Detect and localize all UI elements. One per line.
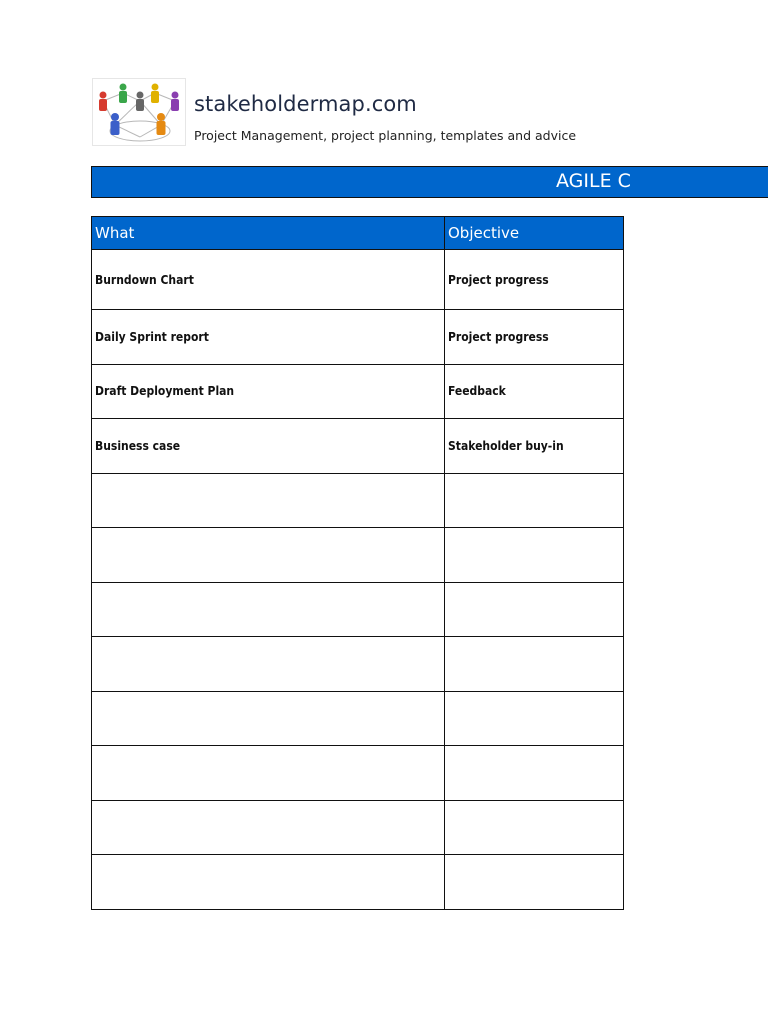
column-header-what: What (92, 217, 445, 250)
table-row (92, 800, 624, 855)
cell-what[interactable]: Business case (92, 419, 445, 474)
brand-text (194, 78, 576, 143)
cell-objective[interactable]: Project progress (445, 310, 624, 365)
cell-what[interactable] (92, 528, 445, 583)
table-row (92, 528, 624, 583)
cell-objective[interactable] (445, 582, 624, 637)
table-row (92, 364, 624, 419)
table-row (92, 250, 624, 310)
communication-table (91, 216, 624, 910)
site-tagline: Project Management, project planning, templates and advice (194, 128, 577, 143)
table-header-row (92, 217, 624, 250)
cell-what[interactable] (92, 582, 445, 637)
cell-what[interactable] (92, 691, 445, 746)
cell-objective[interactable] (445, 691, 624, 746)
cell-objective[interactable] (445, 746, 624, 801)
cell-objective[interactable]: Feedback (445, 364, 624, 419)
table-row (92, 310, 624, 365)
title-banner (91, 166, 768, 198)
brand-header (92, 78, 576, 146)
banner-title: AGILE C (556, 170, 631, 192)
cell-objective[interactable] (445, 855, 624, 910)
cell-what[interactable] (92, 800, 445, 855)
stakeholder-network-icon (92, 78, 186, 146)
cell-objective[interactable] (445, 800, 624, 855)
table-row (92, 691, 624, 746)
table-row (92, 855, 624, 910)
table-row (92, 473, 624, 528)
table-row (92, 637, 624, 692)
table-row (92, 419, 624, 474)
cell-objective[interactable] (445, 528, 624, 583)
cell-what[interactable]: Burndown Chart (92, 250, 445, 310)
cell-what[interactable] (92, 746, 445, 801)
cell-objective[interactable]: Stakeholder buy-in (445, 419, 624, 474)
cell-what[interactable] (92, 855, 445, 910)
cell-what[interactable] (92, 637, 445, 692)
table-row (92, 582, 624, 637)
table-row (92, 746, 624, 801)
cell-objective[interactable]: Project progress (445, 250, 624, 310)
cell-objective[interactable] (445, 637, 624, 692)
column-header-objective: Objective (445, 217, 624, 250)
cell-what[interactable] (92, 473, 445, 528)
cell-objective[interactable] (445, 473, 624, 528)
cell-what[interactable]: Daily Sprint report (92, 310, 445, 365)
site-name[interactable]: stakeholdermap.com (194, 92, 417, 116)
cell-what[interactable]: Draft Deployment Plan (92, 364, 445, 419)
